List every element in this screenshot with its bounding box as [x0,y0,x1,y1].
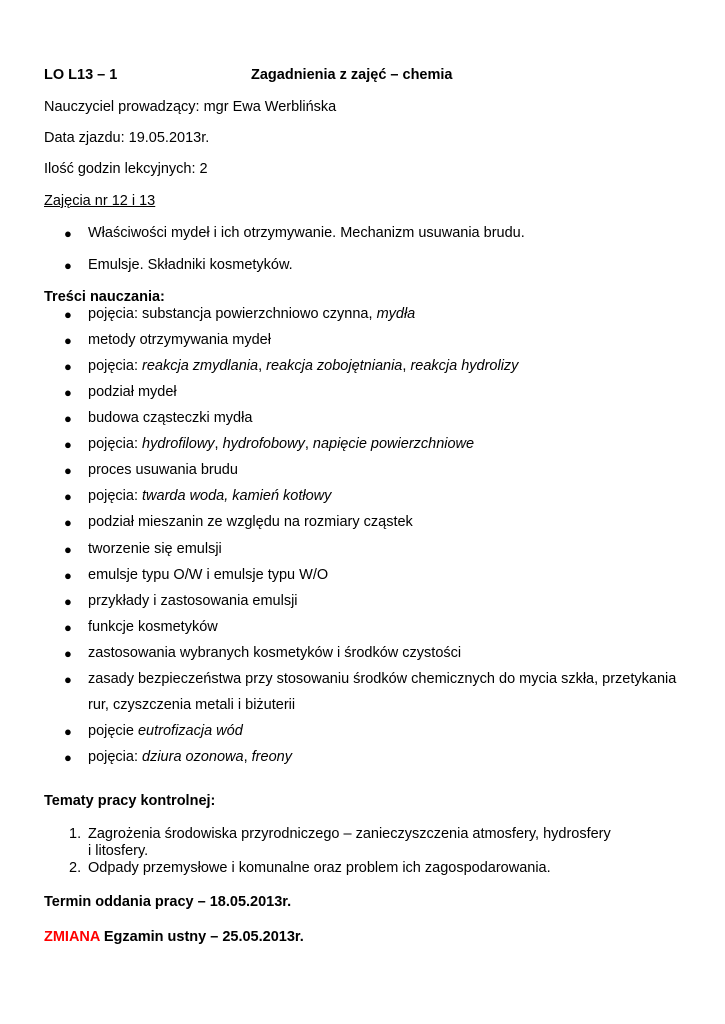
list-item-continuation: rur, czyszczenia metali i biżuterii [88,697,296,713]
list-item: metody otrzymywania mydeł [88,332,271,348]
list-item: funkcje kosmetyków [88,619,218,635]
hours-line: Ilość godzin lekcyjnych: 2 [44,161,208,177]
list-item: pojęcia: substancja powierzchniowo czynna, mydła [88,306,416,322]
list-number: 1. [69,826,82,842]
list-item: przykłady i zastosowania emulsji [88,593,298,609]
list-item: emulsje typu O/W i emulsje typu W/O [88,567,329,583]
bullet-icon: ● [64,542,72,557]
bullet-icon: ● [64,437,72,452]
bullet-icon: ● [64,646,72,661]
bullet-icon: ● [64,594,72,609]
list-item: pojęcia: hydrofilowy, hydrofobowy, napięcie powierzchniowe [88,436,475,452]
content-heading: Treści nauczania: [44,289,165,305]
bullet-icon: ● [64,724,72,739]
list-item: pojęcia: dziura ozonowa, freony [88,749,292,765]
topics-heading: Tematy pracy kontrolnej: [44,793,216,809]
page-title: Zagadnienia z zajęć – chemia [251,67,453,83]
list-item: proces usuwania brudu [88,462,238,478]
change-label: ZMIANA [44,929,100,945]
list-item: pojęcie eutrofizacja wód [88,723,243,739]
bullet-icon: ● [64,489,72,504]
exam-date: Egzamin ustny – 25.05.2013r. [99,929,304,945]
bullet-icon: ● [64,620,72,635]
teacher-line: Nauczyciel prowadzący: mgr Ewa Werblińska [44,99,337,115]
bullet-icon: ● [64,226,72,241]
list-item: budowa cząsteczki mydła [88,410,253,426]
classes-heading: Zajęcia nr 12 i 13 [44,193,156,209]
list-item: Właściwości mydeł i ich otrzymywanie. Mechanizm usuwania brudu. [88,225,525,241]
list-item: pojęcia: twarda woda, kamień kotłowy [88,488,332,504]
list-number: 2. [69,860,82,876]
list-item: podział mieszanin ze względu na rozmiary cząstek [88,514,413,530]
deadline-line: Termin oddania pracy – 18.05.2013r. [44,894,292,910]
date-line: Data zjazdu: 19.05.2013r. [44,130,210,146]
bullet-icon: ● [64,672,72,687]
list-item: tworzenie się emulsji [88,541,222,557]
bullet-icon: ● [64,463,72,478]
bullet-icon: ● [64,258,72,273]
bullet-icon: ● [64,333,72,348]
list-item: zasady bezpieczeństwa przy stosowaniu środków chemicznych do mycia szkła, przetykania [88,671,677,687]
list-item: Odpady przemysłowe i komunalne oraz problem ich zagospodarowania. [88,860,551,876]
bullet-icon: ● [64,411,72,426]
bullet-icon: ● [64,385,72,400]
bullet-icon: ● [64,307,72,322]
bullet-icon: ● [64,515,72,530]
list-item: Emulsje. Składniki kosmetyków. [88,257,293,273]
list-item: zastosowania wybranych kosmetyków i środków czystości [88,645,462,661]
bullet-icon: ● [64,568,72,583]
list-item: pojęcia: reakcja zmydlania, reakcja zobojętniania, reakcja hydrolizy [88,358,519,374]
course-code: LO L13 – 1 [44,67,118,83]
list-item: Zagrożenia środowiska przyrodniczego – zanieczyszczenia atmosfery, hydrosfery [88,826,611,842]
change-line [44,928,304,946]
list-item: podział mydeł [88,384,177,400]
bullet-icon: ● [64,359,72,374]
list-item-continuation: i litosfery. [88,843,149,859]
bullet-icon: ● [64,750,72,765]
